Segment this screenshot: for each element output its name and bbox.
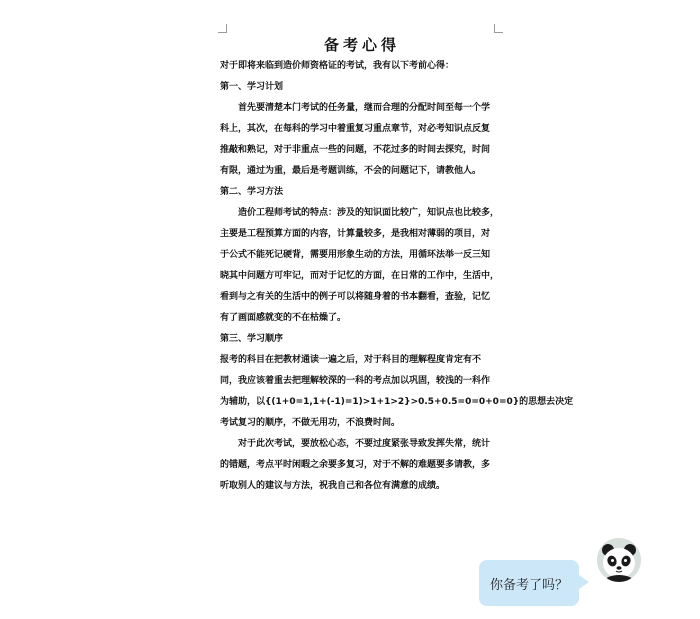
paragraph-line: 听取别人的建议与方法，祝我自己和各位有满意的成绩。 [220,481,446,491]
paragraph-line: 的错题，考点平时闲暇之余要多复习，对于不解的难题要多请教，多 [220,460,491,470]
section-heading-method: 第二、学习方法 [220,187,284,197]
panda-icon [597,538,641,582]
paragraph-line: 主要是工程预算方面的内容，计算量较多，是我相对薄弱的项目，对 [220,229,491,239]
panda-avatar-graphic [597,538,641,582]
paragraph-line: 于公式不能死记硬背，需要用形象生动的方法，用循环法举一反三知 [220,250,491,260]
paragraph-line: 有了画面感就变的不在枯燥了。 [220,313,347,323]
paragraph-line: 对于此次考试，要放松心态，不要过度紧张导致发挥失常，统计 [238,439,491,449]
paragraph-line: 推敲和熟记，对于非重点一些的问题，不花过多的时间去探究，时间 [220,145,491,155]
section-heading-plan: 第一、学习计划 [220,82,284,92]
document-page [212,22,574,502]
paragraph-line: 有限，通过为重，最后是考题训练，不会的问题记下，请教他人。 [220,166,482,176]
paragraph-line: 造价工程师考试的特点：涉及的知识面比较广，知识点也比较多， [238,208,500,218]
section-heading-order: 第三、学习顺序 [220,334,284,344]
paragraph-line: 考试复习的顺序，不做无用功，不浪费时间。 [220,418,401,428]
intro-line: 对于即将来临到造价师资格证的考试，我有以下考前心得： [220,61,455,71]
paragraph-line: 晓其中问题方可牢记，而对于记忆的方面，在日常的工作中，生活中， [220,271,500,281]
chat-message: 你备考了吗？ [489,577,568,593]
paragraph-line: 为辅助，以{(1+0=1,1+(-1)=1)>1+1>2}>0.5+0.5=0=0+0=0}的思想去决定 [220,397,574,407]
paragraph-line: 报考的科目在把教材通读一遍之后，对于科目的理解程度肯定有不 [220,355,482,365]
paragraph-line: 看到与之有关的生活中的例子可以将随身着的书本翻看，查验，记忆 [220,292,491,302]
paragraph-line: 同，我应该着重去把理解较深的一科的考点加以巩固，较浅的一科作 [220,376,491,386]
chat-bubble [479,560,579,606]
paragraph-line: 首先要清楚本门考试的任务量，继而合理的分配时间至每一个学 [238,103,491,113]
page-title: 备考心得 [323,36,400,54]
paragraph-line: 科上，其次，在每科的学习中着重复习重点章节，对必考知识点反复 [220,124,491,134]
